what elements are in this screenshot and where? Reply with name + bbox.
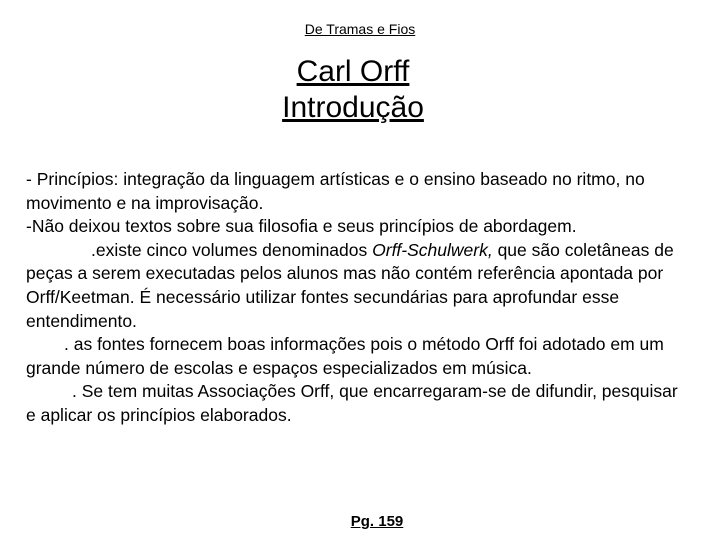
paragraph-schulwerk-end: que são coletâneas de peças a serem executadas pelos alunos mas não contém referência apontada por Orff/Keetman. É necessário utilizar fontes secundárias para aprofundar esse entendimento. <box>26 239 674 331</box>
schulwerk-title: Orff-Schulwerk, <box>372 239 493 260</box>
page-number: Pg. 159 <box>350 513 404 530</box>
paragraph-sources: . as fontes fornecem boas informações pois o método Orff foi adotado em um grande número de escolas e espaços especializados em música. <box>26 334 664 378</box>
slide-title <box>0 54 706 126</box>
paragraph-no-texts: -Não deixou textos sobre sua filosofia e seus princípios de abordagem. <box>26 216 577 237</box>
running-header: De Tramas e Fios <box>304 21 416 37</box>
title-line-name: Carl Orff <box>296 55 410 88</box>
paragraph-schulwerk-start: .existe cinco volumes denominados <box>91 239 373 260</box>
paragraph-schulwerk <box>26 239 686 333</box>
paragraph-principles: - Princípios: integração da linguagem artísticas e o ensino baseado no ritmo, no movimento e na improvisação. <box>26 169 645 213</box>
title-line-section: Introdução <box>282 91 424 124</box>
body-text <box>26 168 686 428</box>
paragraph-associations: . Se tem muitas Associações Orff, que encarregaram-se de difundir, pesquisar e aplicar os princípios elaborados. <box>26 381 678 425</box>
